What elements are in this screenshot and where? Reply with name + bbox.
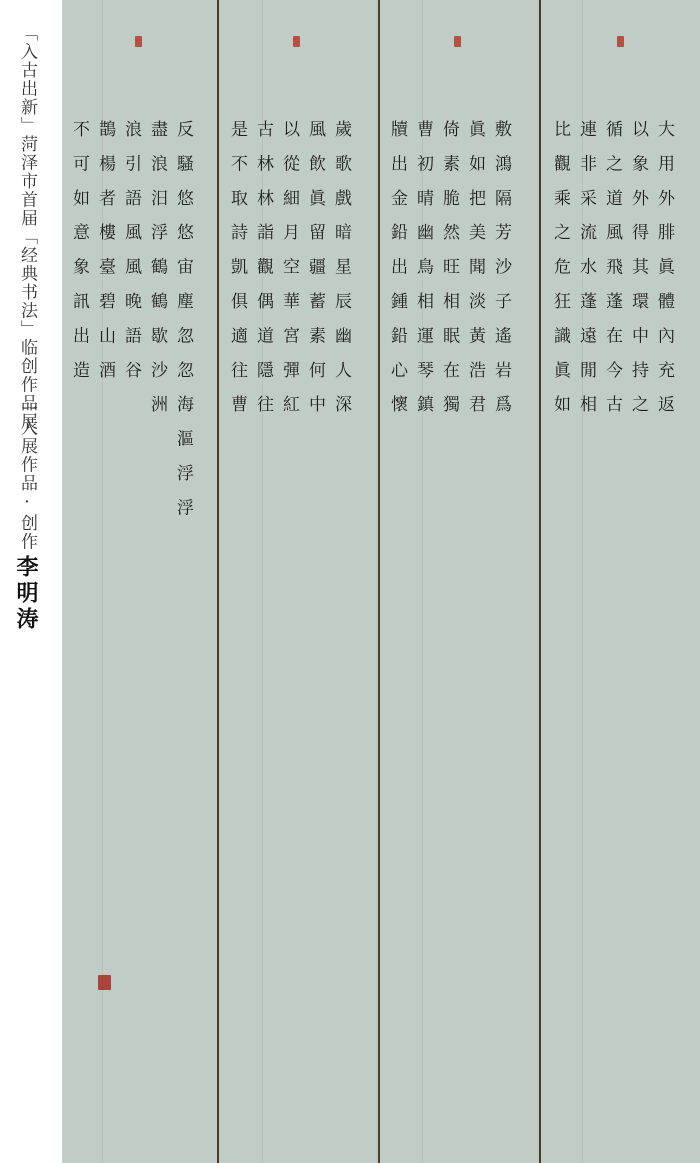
exhibition-caption [0, 0, 62, 1163]
calligraphy-column: 歲歌戲暗星辰幽人深 [331, 120, 351, 430]
paper-fold [102, 0, 103, 1163]
calligraphy-column: 大用外腓眞體內充返 [654, 120, 674, 430]
calligraphy-artwork [62, 0, 700, 1163]
calligraphy-column: 以從細月空華宮彈紅 [279, 120, 299, 430]
calligraphy-column: 是不取詩凱俱適往曹 [227, 120, 247, 430]
calligraphy-column: 古林林詣觀偶道隱往 [253, 120, 273, 430]
artist-name: 李明涛 [13, 555, 39, 633]
seal-mark [617, 36, 624, 47]
seal-mark [454, 36, 461, 47]
seal-mark [98, 975, 111, 990]
calligraphy-column: 眞如把美聞淡黃浩君 [465, 120, 485, 430]
section-label: 一入展作品·创作一 [17, 400, 37, 570]
calligraphy-column: 鵲楊者樓臺碧山酒 [95, 120, 115, 396]
panel-divider [217, 0, 219, 1163]
calligraphy-column: 反騷悠悠宙塵忽忽海漚浮浮 [173, 120, 193, 533]
calligraphy-column: 循之道風飛蓬在今古 [602, 120, 622, 430]
scroll-panel-3 [380, 0, 538, 1163]
calligraphy-column: 盡浪汨浮鶴鶴歇沙洲 [147, 120, 167, 430]
seal-mark [135, 36, 142, 47]
calligraphy-column: 敷鴻隔芳沙子遙岩爲 [491, 120, 511, 430]
calligraphy-column: 浪引語風風晚語谷 [121, 120, 141, 396]
exhibition-title: 「入古出新」菏泽市首届「经典书法」临创作品展 [17, 24, 37, 431]
calligraphy-column: 連非采流水蓬遠閒相 [576, 120, 596, 430]
seal-mark [293, 36, 300, 47]
scroll-panel-2 [220, 0, 376, 1163]
calligraphy-column: 曹初晴幽鳥相運琴鎮 [413, 120, 433, 430]
calligraphy-column: 比觀乘之危狂識眞如 [550, 120, 570, 430]
calligraphy-column: 不可如意象訊出造 [69, 120, 89, 396]
calligraphy-column: 倚素脆然旺相眠在獨 [439, 120, 459, 430]
paper-fold [582, 0, 583, 1163]
calligraphy-column: 以象外得其環中持之 [628, 120, 648, 430]
paper-fold [262, 0, 263, 1163]
calligraphy-column: 風飲眞留疆蓄素何中 [305, 120, 325, 430]
calligraphy-column: 牘出金鉛出鍾鉛心懷 [387, 120, 407, 430]
scroll-panel-1 [62, 0, 218, 1163]
scroll-panel-4 [541, 0, 700, 1163]
paper-fold [422, 0, 423, 1163]
